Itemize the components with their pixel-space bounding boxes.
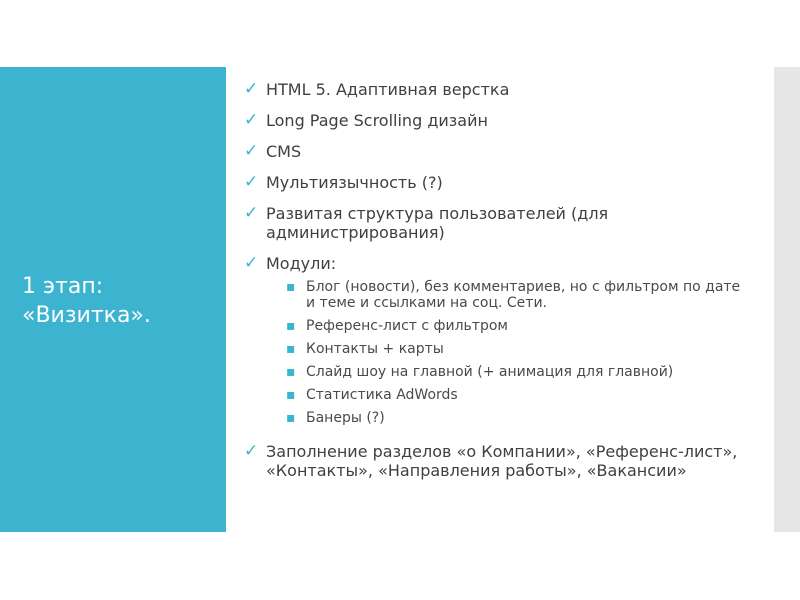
- module-item: [286, 387, 744, 403]
- list-item-text: Мультиязычность (?): [266, 173, 443, 192]
- check-icon: ✓: [244, 172, 259, 192]
- module-item-text: Референс-лист с фильтром: [306, 318, 508, 334]
- bullet-icon: ▪: [286, 341, 296, 357]
- list-item-text: HTML 5. Адаптивная верстка: [266, 80, 510, 99]
- slide-title-line2: «Визитка».: [22, 303, 151, 328]
- module-item: [286, 364, 744, 380]
- bullet-icon: ▪: [286, 364, 296, 380]
- module-item: [286, 279, 744, 311]
- list-item-text: Модули:: [266, 254, 337, 273]
- check-icon: ✓: [244, 203, 259, 223]
- list-item-text: CMS: [266, 142, 302, 161]
- check-icon: ✓: [244, 110, 259, 130]
- bullet-icon: ▪: [286, 279, 296, 295]
- bullet-icon: ▪: [286, 387, 296, 403]
- module-item: [286, 318, 744, 334]
- check-icon: ✓: [244, 141, 259, 161]
- feature-list: [244, 80, 744, 480]
- right-decor-strip: [774, 67, 800, 532]
- list-item: [244, 204, 744, 242]
- list-item: [244, 173, 744, 192]
- content-list: [244, 80, 744, 492]
- list-item: [244, 442, 744, 480]
- bullet-icon: ▪: [286, 318, 296, 334]
- module-item: [286, 410, 744, 426]
- module-item-text: Банеры (?): [306, 410, 385, 426]
- slide-title: [22, 272, 222, 330]
- list-item-text: Заполнение разделов «о Компании», «Референс-лист», «Контакты», «Направления работы», «Вакансии»: [266, 442, 738, 480]
- slide-title-line1: 1 этап:: [22, 274, 104, 299]
- check-icon: ✓: [244, 253, 259, 273]
- module-item-text: Блог (новости), без комментариев, но с фильтром по дате и теме и ссылками на соц. Сети.: [306, 279, 741, 311]
- check-icon: ✓: [244, 441, 259, 461]
- list-item-text: Long Page Scrolling дизайн: [266, 111, 488, 130]
- bullet-icon: ▪: [286, 410, 296, 426]
- list-item: [244, 80, 744, 99]
- list-item-modules: [244, 254, 744, 426]
- check-icon: ✓: [244, 79, 259, 99]
- module-item-text: Статистика AdWords: [306, 387, 458, 403]
- list-item: [244, 111, 744, 130]
- module-item-text: Контакты + карты: [306, 341, 444, 357]
- list-item: [244, 142, 744, 161]
- module-item: [286, 341, 744, 357]
- list-item-text: Развитая структура пользователей (для администрирования): [266, 204, 609, 242]
- modules-list: [266, 279, 744, 426]
- module-item-text: Слайд шоу на главной (+ анимация для главной): [306, 364, 674, 380]
